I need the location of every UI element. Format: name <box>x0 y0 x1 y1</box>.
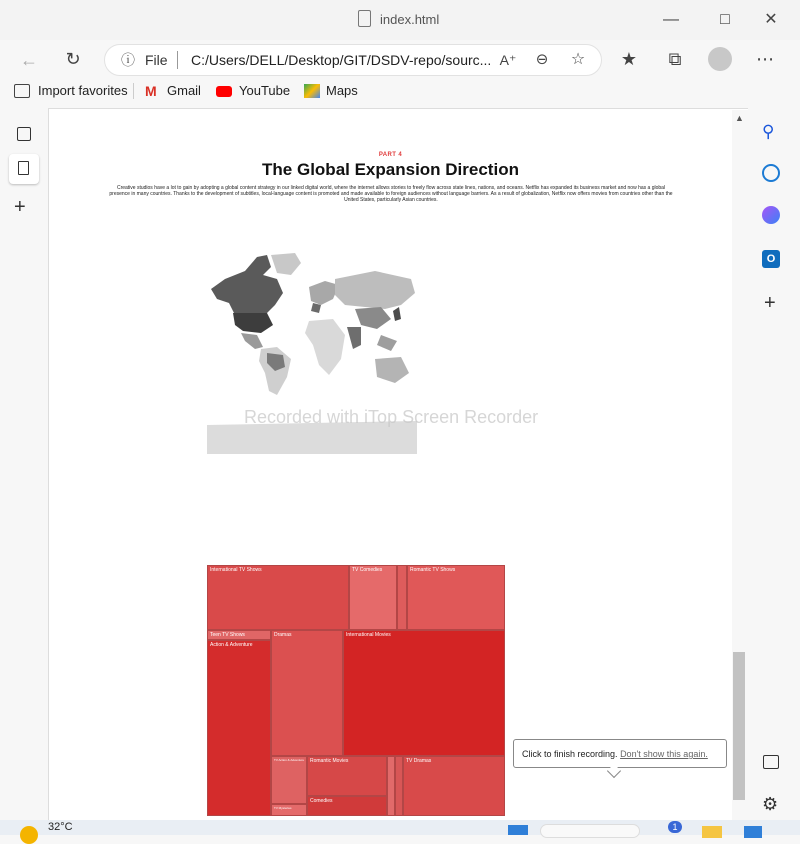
tile-tv-action-adventure[interactable] <box>271 756 307 804</box>
back-icon[interactable]: ← <box>20 50 38 70</box>
tile-action-adventure[interactable] <box>207 640 271 816</box>
info-icon[interactable]: ⓘ <box>121 52 135 68</box>
new-tab-icon[interactable]: + <box>14 196 26 218</box>
part-label: PART 4 <box>378 152 403 158</box>
genre-treemap[interactable] <box>207 565 505 816</box>
notification-badge: 1 <box>668 821 682 833</box>
tile-teen-tv-shows[interactable] <box>207 630 271 640</box>
page-icon <box>18 161 29 175</box>
address-bar[interactable] <box>104 44 602 76</box>
address-separator <box>177 51 178 69</box>
zoom-icon[interactable]: ⊖ <box>535 51 549 68</box>
vertical-tab-active[interactable] <box>9 154 39 184</box>
tab-title[interactable]: index.html <box>380 12 440 27</box>
profile-avatar[interactable] <box>708 47 732 71</box>
tile-small[interactable] <box>395 756 403 816</box>
page-viewport <box>48 108 748 835</box>
tile-label: TV Dramas <box>406 758 432 764</box>
read-aloud-icon[interactable]: A⁺ <box>499 52 517 68</box>
left-sidebar <box>0 108 48 835</box>
intro-paragraph: Creative studios have a lot to gain by adopting a global content strategy in our linked digital world, where the internet allows stories to freely flow across state lines, nations, and oceans. Netflix has expanded its business market and now has a global presence in many countries. Thanks to the development of subtitles, local-language content is promoted and made available to foreign audiences without language barriers. As a result of globalization, Netflix now offers movies from countries other than the United States, particularly Asian countries. <box>109 185 673 203</box>
tile-tv-comedies[interactable] <box>349 565 397 630</box>
file-explorer-icon[interactable] <box>702 826 722 838</box>
search-icon[interactable]: ⚲ <box>762 122 775 141</box>
more-icon[interactable]: ⋯ <box>756 49 774 69</box>
favorites-icon[interactable]: ★ <box>620 49 638 69</box>
dont-show-link[interactable]: Don't show this again. <box>620 749 708 759</box>
title-bar <box>0 0 800 40</box>
favorite-maps[interactable]: Maps <box>326 83 358 98</box>
scrollbar-thumb[interactable] <box>733 652 745 800</box>
maximize-button[interactable]: □ <box>720 11 730 28</box>
navigation-bar <box>0 40 800 80</box>
temperature: 32°C <box>48 821 73 833</box>
minimize-button[interactable]: — <box>663 11 679 28</box>
add-sidebar-app-icon[interactable]: + <box>764 292 776 314</box>
tile-label: Comedies <box>310 798 333 804</box>
tile-label: Dramas <box>274 632 292 638</box>
tile-small[interactable] <box>387 756 395 816</box>
maps-icon <box>304 84 320 98</box>
hide-sidebar-icon[interactable] <box>763 755 779 769</box>
tile-tv-dramas[interactable] <box>403 756 505 816</box>
collections-icon[interactable]: ⧉ <box>668 49 682 69</box>
favorite-gmail[interactable]: Gmail <box>167 83 201 98</box>
tile-international-tv-shows[interactable] <box>207 565 349 630</box>
gmail-icon: M <box>145 83 157 99</box>
tooltip-text: Click to finish recording. <box>522 749 618 759</box>
settings-gear-icon[interactable]: ⚙ <box>762 794 779 814</box>
tile-label: TV Action & Adventure <box>274 758 305 762</box>
add-favorite-icon[interactable]: ☆ <box>570 51 586 68</box>
tile-label: TV Comedies <box>352 567 383 573</box>
start-icon[interactable] <box>508 825 528 835</box>
address-scheme: File <box>145 52 168 68</box>
page-title: The Global Expansion Direction <box>262 160 519 179</box>
tile-label: Romantic TV Shows <box>410 567 456 573</box>
import-icon <box>14 84 30 98</box>
tile-label: TV Mysteries <box>274 806 292 810</box>
tile-label: Action & Adventure <box>210 642 253 648</box>
tile-label: Romantic Movies <box>310 758 349 764</box>
recording-tooltip[interactable] <box>513 739 727 768</box>
tile-comedies[interactable] <box>307 796 387 816</box>
favorite-youtube[interactable]: YouTube <box>239 83 291 98</box>
tile-international-movies[interactable] <box>343 630 505 756</box>
tile-small[interactable] <box>397 565 407 630</box>
tab-actions-icon[interactable] <box>17 127 31 141</box>
taskbar <box>0 820 800 835</box>
taskbar-search[interactable] <box>540 824 640 838</box>
copilot-icon[interactable] <box>762 206 780 224</box>
tile-label: Teen TV Shows <box>210 632 245 638</box>
address-url[interactable]: C:/Users/DELL/Desktop/GIT/DSDV-repo/sourc... <box>191 52 492 68</box>
tile-romantic-movies[interactable] <box>307 756 387 796</box>
edge-icon[interactable] <box>744 826 762 838</box>
favorite-import[interactable]: Import favorites <box>38 83 128 98</box>
tile-dramas[interactable] <box>271 630 343 756</box>
document-icon <box>358 10 371 27</box>
tile-label: International TV Shows <box>210 567 262 573</box>
right-sidebar <box>752 108 800 835</box>
recorder-watermark: Recorded with iTop Screen Recorder <box>244 407 539 427</box>
bing-icon[interactable] <box>762 164 780 182</box>
close-button[interactable]: ✕ <box>764 11 778 28</box>
youtube-icon <box>216 86 232 97</box>
scroll-up-arrow[interactable]: ▲ <box>735 113 744 123</box>
tile-label: International Movies <box>346 632 391 638</box>
tile-tv-mysteries[interactable] <box>271 804 307 816</box>
outlook-icon[interactable]: O <box>762 250 780 268</box>
tile-romantic-tv-shows[interactable] <box>407 565 505 630</box>
favorites-bar <box>0 80 800 104</box>
favorites-divider <box>133 83 134 99</box>
weather-icon[interactable] <box>20 826 38 844</box>
refresh-icon[interactable]: ↻ <box>65 49 81 69</box>
